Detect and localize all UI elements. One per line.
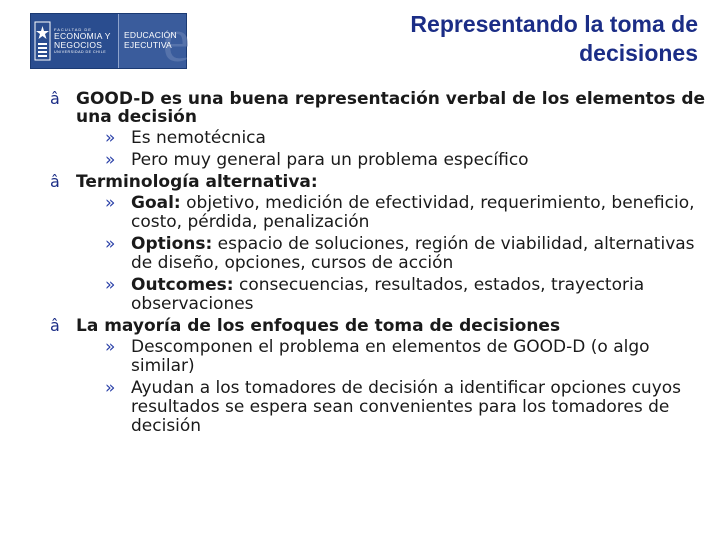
- sub-bullet-descomponen: [76, 338, 710, 376]
- term-goal: Goal:: [131, 193, 181, 213]
- sub-bullet-chevron-icon: »: [105, 128, 116, 148]
- sub-bullet-text: Ayudan a los tomadores de decisión a identificar opciones cuyos resultados se espera sean convenientes para los tomadores de decisión: [131, 378, 682, 436]
- slide-title: [410, 10, 698, 68]
- slide-title-line-1: Representando la toma de: [410, 11, 698, 37]
- sub-bullet-text: Pero muy general para un problema específico: [131, 150, 529, 170]
- bullet-text: La mayoría de los enfoques de toma de decisiones: [76, 316, 561, 336]
- bullet-terminologia: [52, 173, 710, 314]
- sub-bullet-outcomes: [76, 276, 710, 314]
- sub-bullet-nemotecnica: [76, 129, 710, 148]
- sub-bullet-chevron-icon: »: [105, 378, 116, 398]
- bullet-enfoques: [52, 317, 710, 436]
- logo-university-label: UNIVERSIDAD DE CHILE: [54, 49, 107, 54]
- slide-title-line-2: decisiones: [579, 40, 698, 66]
- sub-bullet-chevron-icon: »: [105, 234, 116, 254]
- logo-ejecutiva-label: EJECUTIVA: [124, 40, 172, 50]
- logo-faculty-block: [31, 14, 119, 68]
- term-options: Options:: [131, 234, 213, 254]
- institution-logo: [30, 7, 190, 75]
- bullet-text: Terminología alternativa:: [76, 172, 318, 192]
- sub-bullet-text: Descomponen el problema en elementos de GOOD-D (o algo similar): [131, 337, 650, 376]
- sub-bullet-muy-general: [76, 151, 710, 170]
- sub-bullet-options: [76, 235, 710, 273]
- logo-negocios-label: NEGOCIOS: [54, 39, 103, 50]
- term-outcomes: Outcomes:: [131, 275, 234, 295]
- logo-text-block: [54, 28, 111, 55]
- bullet-text: GOOD-D es una buena representación verbal de los elementos de una decisión: [76, 89, 706, 127]
- logo-educacion-label: EDUCACIÓN: [124, 30, 177, 41]
- logo-economia-label: ECONOMIA Y: [54, 30, 111, 41]
- sub-bullet-chevron-icon: »: [105, 275, 116, 295]
- slide-body: [52, 90, 710, 436]
- logo-faculty-label: FACULTAD DE: [54, 26, 92, 32]
- sub-bullet-ayudan: [76, 379, 710, 436]
- sub-bullet-text: objetivo, medición de efectividad, requerimiento, beneficio, costo, pérdida, penalización: [131, 193, 695, 232]
- bullet-arrow-icon: â: [50, 316, 60, 335]
- university-crest-icon: [34, 21, 51, 61]
- logo-education-block: [119, 7, 190, 75]
- sub-bullet-chevron-icon: »: [105, 337, 116, 357]
- bullet-arrow-icon: â: [50, 89, 60, 108]
- sub-bullet-chevron-icon: »: [105, 150, 116, 170]
- sub-bullet-chevron-icon: »: [105, 193, 116, 213]
- sub-bullet-text: consecuencias, resultados, estados, trayectoria observaciones: [131, 275, 645, 314]
- logo-watermark-e: e: [162, 7, 190, 75]
- sub-bullet-text: espacio de soluciones, región de viabilidad, alternativas de diseño, opciones, cursos de acción: [131, 234, 695, 273]
- bullet-arrow-icon: â: [50, 172, 60, 191]
- sub-bullet-text: Es nemotécnica: [131, 128, 266, 148]
- sub-bullet-goal: [76, 194, 710, 232]
- bullet-good-d: [52, 90, 710, 170]
